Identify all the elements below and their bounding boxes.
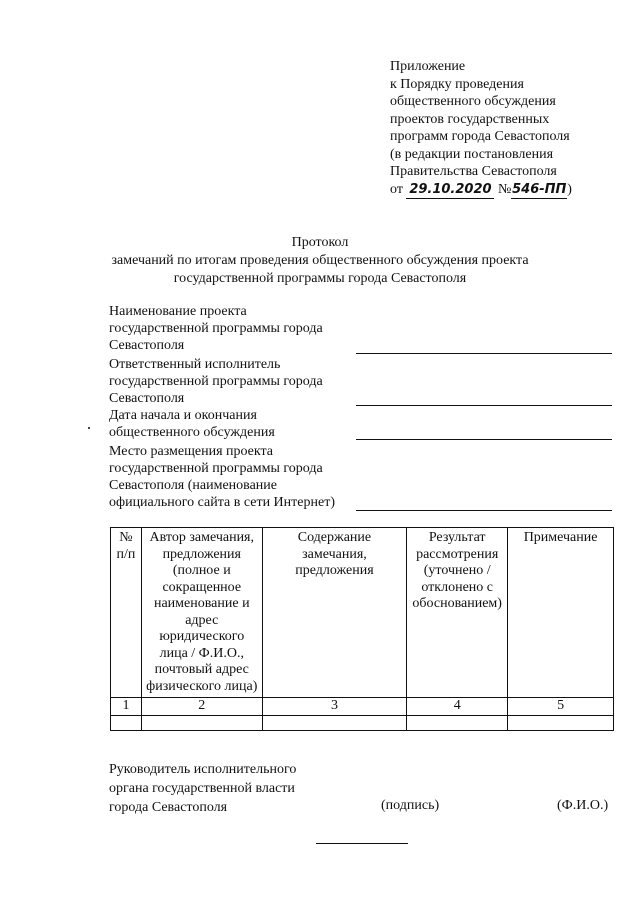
signature-block (109, 760, 296, 817)
column-number-cell: 4 (407, 698, 508, 716)
header-cell-result (407, 528, 508, 698)
table-cell (141, 715, 262, 730)
header-text-line: п/п (116, 546, 136, 562)
table-row (111, 715, 614, 730)
field-responsible-executor (109, 356, 323, 407)
field-label-line: государственной программы города (109, 374, 323, 389)
header-text-line: обоснованием) (412, 596, 502, 611)
appendix-block (390, 58, 630, 199)
scan-speck (88, 427, 90, 429)
field-label-line: Севастополя (109, 391, 185, 406)
header-text-line: (уточнено / (423, 563, 491, 578)
signature-line: города Севастополя (109, 800, 228, 815)
table-cell (508, 715, 614, 730)
table-cell (407, 715, 508, 730)
appendix-line: к Порядку проведения (390, 76, 524, 92)
field-label-line: общественного обсуждения (109, 425, 275, 440)
fio-label: (Ф.И.О.) (557, 798, 609, 813)
footer-separator (316, 843, 408, 844)
header-text-line: почтовый адрес (154, 662, 249, 677)
field-label-line: Место размещения проекта (109, 444, 274, 459)
header-text-line: Результат (428, 530, 486, 545)
field-label-line: Дата начала и окончания (109, 408, 257, 423)
field-discussion-dates (109, 407, 275, 441)
header-text-line: Автор замечания, (149, 530, 254, 545)
header-text-line: Содержание (297, 530, 372, 545)
header-cell-note (508, 528, 614, 698)
field-fill-line (356, 510, 612, 511)
field-label-line: государственной программы города (109, 461, 323, 476)
header-text-line: замечания, (302, 546, 367, 562)
appendix-line: общественного обсуждения (390, 94, 556, 109)
protocol-subtitle-line2: государственной программы города Севастополя (173, 271, 467, 286)
header-cell-author (141, 528, 262, 698)
header-text-line: № (119, 530, 133, 545)
signature-label: (подпись) (381, 798, 440, 813)
appendix-line: Приложение (390, 59, 466, 74)
handwritten-number: 546-ПП (511, 181, 567, 200)
remarks-table (110, 527, 614, 731)
number-suffix: ) (567, 181, 572, 197)
field-fill-line (356, 353, 612, 354)
header-text-line: сокращенное (162, 579, 242, 595)
field-fill-line (356, 405, 612, 406)
column-number-cell: 3 (262, 698, 407, 716)
header-text-line: Примечание (523, 530, 598, 545)
header-text-line: отклонено с (421, 579, 493, 595)
table-header-row (111, 528, 614, 698)
protocol-title: Протокол (291, 235, 349, 250)
column-number-cell: 2 (141, 698, 262, 716)
appendix-date-line (390, 181, 630, 200)
field-placement-site (109, 443, 335, 511)
appendix-line: Правительства Севастополя (390, 164, 557, 179)
header-text-line: предложения (162, 546, 241, 562)
number-prefix: № (497, 181, 512, 197)
header-text-line: юридического (159, 629, 245, 644)
signature-line: Руководитель исполнительного (109, 762, 297, 777)
field-label-line: Севастополя (наименование (109, 478, 278, 493)
header-text-line: физического лица) (146, 678, 258, 694)
table-numbering-row (111, 698, 614, 716)
column-number-cell: 1 (111, 698, 142, 716)
field-project-name (109, 303, 323, 354)
table-cell (262, 715, 407, 730)
field-label-line: Наименование проекта (109, 304, 247, 319)
header-text-line: наименование и (153, 596, 250, 611)
column-number-cell: 5 (508, 698, 614, 716)
header-text-line: рассмотрения (416, 546, 499, 562)
header-text-line: лица / Ф.И.О., (159, 645, 244, 661)
header-cell-number (111, 528, 142, 698)
protocol-subtitle-line1: замечаний по итогам проведения общественного обсуждения проекта (111, 253, 529, 268)
field-label-line: официального сайта в сети Интернет) (109, 495, 335, 510)
header-text-line: (полное и (172, 563, 231, 578)
date-prefix: от (390, 181, 403, 197)
field-label-line: Ответственный исполнитель (109, 357, 281, 372)
appendix-line: (в редакции постановления (390, 146, 554, 162)
field-fill-line (356, 439, 612, 440)
field-label-line: Севастополя (109, 338, 185, 353)
field-label-line: государственной программы города (109, 321, 323, 336)
appendix-line: проектов государственных (390, 111, 550, 127)
header-text-line: адрес (185, 612, 219, 628)
signature-line: органа государственной власти (109, 781, 295, 796)
handwritten-date: 29.10.2020 (406, 181, 494, 200)
header-cell-content (262, 528, 407, 698)
header-text-line: предложения (295, 563, 374, 578)
appendix-line: программ города Севастополя (390, 129, 570, 144)
table-cell (111, 715, 142, 730)
